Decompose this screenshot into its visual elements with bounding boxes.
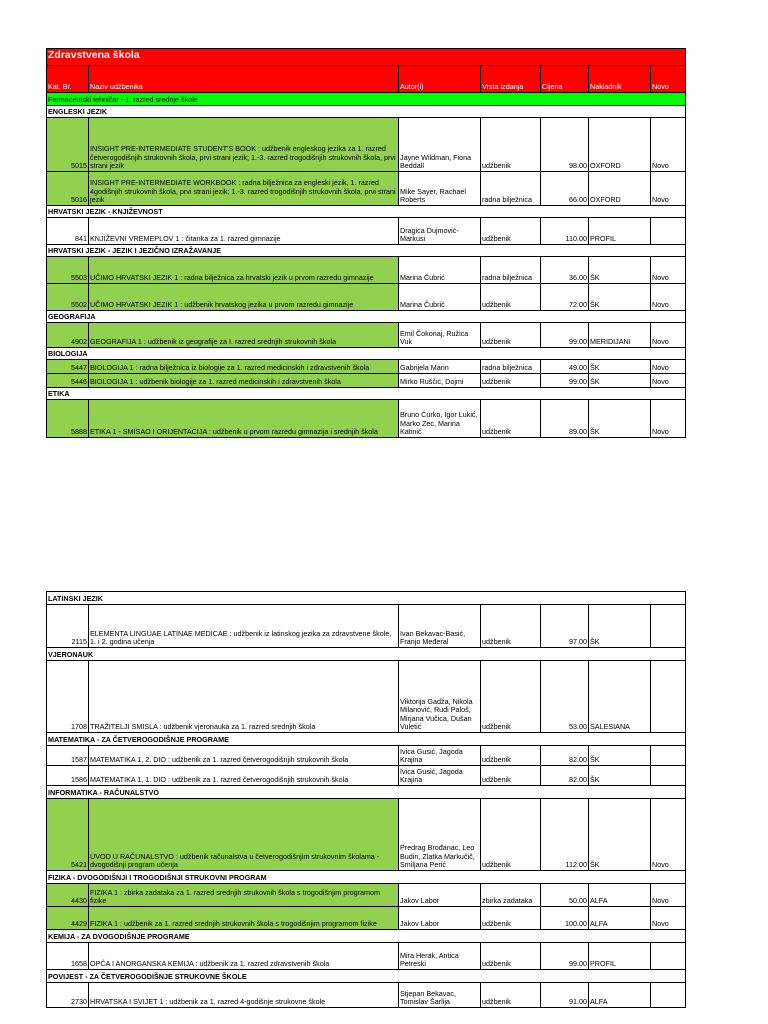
cell-vrsta: udžbenik	[481, 400, 541, 438]
cell-autor: Dragica Dujmović-Markusi	[399, 218, 481, 245]
cell-cijena: 50.00	[541, 884, 589, 907]
section-name: BIOLOGIJA	[47, 348, 686, 360]
school-title: Zdravstvena škola	[47, 49, 686, 66]
cell-naziv: UVOD U RAČUNALSTVO : udžbenik računalstva u četverogodišnjim strukovnim školama - dvogodišnji program učenja	[89, 799, 399, 871]
cell-cijena: 82.00	[541, 766, 589, 786]
section-name: VJERONAUK	[47, 648, 686, 661]
cell-kat: 5446	[47, 374, 89, 388]
book-row	[47, 983, 686, 1008]
cell-naziv: KNJIŽEVNI VREMEPLOV 1 : čitanka za 1. razred gimnazije	[89, 218, 399, 245]
cell-cijena: 110.00	[541, 218, 589, 245]
cell-naziv: BIOLOGIJA 1 : udžbenik biologije za 1. razred medicinskih i zdravstvenih škola	[89, 374, 399, 388]
textbook-table-top	[46, 48, 686, 438]
section-name: KEMIJA - ZA DVOGODIŠNJE PROGRAME	[47, 930, 686, 943]
cell-kat: 2730	[47, 983, 89, 1008]
cell-nakladnik: OXFORD	[589, 172, 651, 206]
section-name: ETIKA	[47, 388, 686, 400]
book-row	[47, 360, 686, 374]
section-name: GEOGRAFIJA	[47, 311, 686, 323]
cell-vrsta: udžbenik	[481, 284, 541, 311]
cell-kat: 5015	[47, 118, 89, 172]
cell-novo	[651, 983, 686, 1008]
cell-cijena: 36.00	[541, 257, 589, 284]
cell-kat: 1658	[47, 943, 89, 970]
cell-cijena: 99.00	[541, 323, 589, 348]
cell-novo	[651, 766, 686, 786]
cell-novo: Novo	[651, 400, 686, 438]
cell-autor: Viktorija Gadža, Nikola Milanović, Rudi Paloš, Mirjana Vučica, Dušan Vuletić	[399, 661, 481, 733]
cell-vrsta: udžbenik	[481, 907, 541, 930]
section-name: HRVATSKI JEZIK - JEZIK I JEZIČNO IZRAŽAVANJE	[47, 245, 686, 257]
cell-autor: Jayne Wildman, Fiona Beddall	[399, 118, 481, 172]
book-row	[47, 661, 686, 733]
section-header-row	[47, 930, 686, 943]
cell-autor: Gabrijela Marin	[399, 360, 481, 374]
section-header-row	[47, 733, 686, 746]
section-header-row	[47, 970, 686, 983]
cell-nakladnik: ŠK	[589, 374, 651, 388]
cell-novo	[651, 746, 686, 766]
header-nakladnik: Nakladnik	[589, 66, 651, 93]
cell-naziv: TRAŽITELJI SMISLA : udžbenik vjeronauka za 1. razred srednjih škola	[89, 661, 399, 733]
cell-naziv: GEOGRAFIJA 1 : udžbenik iz geografije za I. razred srednjih strukovnih škola	[89, 323, 399, 348]
book-row	[47, 257, 686, 284]
cell-naziv: ETIKA 1 - SMISAO I ORIJENTACIJA : udžbenik u prvom razredu gimnazija i srednjih škola	[89, 400, 399, 438]
cell-naziv: FIZIKA 1 : udžbenik za 1. razred srednjih strukovnih škola s trogodišnjim programom fizike	[89, 907, 399, 930]
cell-autor: Predrag Brođanac, Leo Budin, Zlatka Markučič, Smiljana Perić	[399, 799, 481, 871]
cell-naziv: UČIMO HRVATSKI JEZIK 1 : radna bilježnica za hrvatski jezik u prvom razredu gimnazije	[89, 257, 399, 284]
cell-novo	[651, 605, 686, 648]
cell-cijena: 100.00	[541, 907, 589, 930]
cell-kat: 1586	[47, 766, 89, 786]
header-cijena: Cijena	[541, 66, 589, 93]
cell-autor: Jakov Labor	[399, 884, 481, 907]
section-name: POVIJEST - ZA ČETVEROGODIŠNJE STRUKOVNE ŠKOLE	[47, 970, 686, 983]
cell-nakladnik: SALESIANA	[589, 661, 651, 733]
section-header-row	[47, 592, 686, 605]
cell-novo: Novo	[651, 360, 686, 374]
cell-vrsta: udžbenik	[481, 983, 541, 1008]
cell-cijena: 99.00	[541, 374, 589, 388]
cell-vrsta: udžbenik	[481, 605, 541, 648]
cell-vrsta: radna bilježnica	[481, 360, 541, 374]
header-autor: Autor(i)	[399, 66, 481, 93]
cell-cijena: 97.00	[541, 605, 589, 648]
cell-nakladnik: ŠK	[589, 360, 651, 374]
cell-autor: Marina Čubrić	[399, 284, 481, 311]
book-row	[47, 374, 686, 388]
cell-vrsta: radna bilježnica	[481, 172, 541, 206]
header-vrsta: Vrsta izdanja	[481, 66, 541, 93]
cell-vrsta: radna bilježnica	[481, 257, 541, 284]
cell-kat: 5447	[47, 360, 89, 374]
section-header-row	[47, 206, 686, 218]
book-row	[47, 172, 686, 206]
cell-vrsta: udžbenik	[481, 766, 541, 786]
book-row	[47, 605, 686, 648]
cell-nakladnik: PROFIL	[589, 218, 651, 245]
cell-novo: Novo	[651, 323, 686, 348]
cell-cijena: 112.00	[541, 799, 589, 871]
cell-vrsta: udžbenik	[481, 661, 541, 733]
cell-nakladnik: ALFA	[589, 983, 651, 1008]
cell-nakladnik: ŠK	[589, 257, 651, 284]
book-row	[47, 218, 686, 245]
cell-naziv: ELEMENTA LINGUAE LATINAE MEDICAE : udžbenik iz latinskog jezika za zdravstvene škole, 1. i 2. godina učenja	[89, 605, 399, 648]
section-name: ENGLESKI JEZIK	[47, 106, 686, 118]
cell-kat: 1708	[47, 661, 89, 733]
cell-autor: Mike Sayer, Rachael Roberts	[399, 172, 481, 206]
cell-kat: 4902	[47, 323, 89, 348]
cell-autor: Emil Čokonaj, Ružica Vuk	[399, 323, 481, 348]
cell-kat: 4430	[47, 884, 89, 907]
book-row	[47, 284, 686, 311]
cell-naziv: INSIGHT PRE-INTERMEDIATE STUDENT'S BOOK : udžbenik engleskog jezika za 1. razred četverogodišnjih strukovnih škola, prvi strani jezik; 1.-3. razred trogodišnjih strukovnih škola, prvi strani jezik	[89, 118, 399, 172]
cell-nakladnik: ŠK	[589, 605, 651, 648]
book-row	[47, 943, 686, 970]
cell-novo: Novo	[651, 884, 686, 907]
section-name: LATINSKI JEZIK	[47, 592, 686, 605]
cell-cijena: 91.00	[541, 983, 589, 1008]
cell-autor: Mira Herak, Antica Petreski	[399, 943, 481, 970]
section-header-row	[47, 871, 686, 884]
cell-autor: Jakov Labor	[399, 907, 481, 930]
cell-kat: 5502	[47, 284, 89, 311]
section-name: FIZIKA - DVOGODIŠNJI I TROGODIŠNJI STRUKOVNI PROGRAM	[47, 871, 686, 884]
book-row	[47, 884, 686, 907]
book-row	[47, 907, 686, 930]
cell-cijena: 89.00	[541, 400, 589, 438]
cell-naziv: HRVATSKA I SVIJET 1 : udžbenik za 1. razred 4-godišnje strukovne škole	[89, 983, 399, 1008]
cell-kat: 841	[47, 218, 89, 245]
cell-naziv: UČIMO HRVATSKI JEZIK 1 : udžbenik hrvatskog jezika u prvom razredu gimnazije	[89, 284, 399, 311]
cell-autor: Marina Čubrić	[399, 257, 481, 284]
program-row: Farmaceutski tehničar - 1. razred srednje škole	[47, 93, 686, 106]
cell-vrsta: udžbenik	[481, 746, 541, 766]
cell-cijena: 53.00	[541, 661, 589, 733]
section-name: MATEMATIKA - ZA ČETVEROGODIŠNJE PROGRAME	[47, 733, 686, 746]
cell-nakladnik: ŠK	[589, 766, 651, 786]
cell-vrsta: udžbenik	[481, 943, 541, 970]
book-row	[47, 118, 686, 172]
cell-nakladnik: PROFIL	[589, 943, 651, 970]
cell-novo: Novo	[651, 907, 686, 930]
section-header-row	[47, 311, 686, 323]
cell-novo: Novo	[651, 118, 686, 172]
cell-naziv: BIOLOGIJA 1 : radna bilježnica iz biologije za 1. razred medicinskih i zdravstvenih škola	[89, 360, 399, 374]
cell-naziv: FIZIKA 1 : zbirka zadataka za 1. razred srednjih strukovnih škola s trogodišnjim programom fizike	[89, 884, 399, 907]
cell-kat: 1587	[47, 746, 89, 766]
section-header-row	[47, 348, 686, 360]
cell-nakladnik: ŠK	[589, 746, 651, 766]
cell-autor: Mirko Ruščić, Dojmi	[399, 374, 481, 388]
cell-novo: Novo	[651, 799, 686, 871]
cell-naziv: INSIGHT PRE-INTERMEDIATE WORKBOOK : radna bilježnica za engleski jezik, 1. razred 4godišnjih strukovnih škola, prvi strani jezik; 1.-3. razred trogodišnjih strukovnih škola, prvi strani jezik	[89, 172, 399, 206]
cell-nakladnik: MERIDIJANI	[589, 323, 651, 348]
cell-vrsta: udžbenik	[481, 118, 541, 172]
book-row	[47, 799, 686, 871]
cell-vrsta: udžbenik	[481, 323, 541, 348]
cell-nakladnik: ALFA	[589, 907, 651, 930]
cell-autor: Ivan Bekavac-Basić, Franjo Međeral	[399, 605, 481, 648]
cell-nakladnik: OXFORD	[589, 118, 651, 172]
book-row	[47, 400, 686, 438]
cell-kat: 5421	[47, 799, 89, 871]
cell-vrsta: udžbenik	[481, 374, 541, 388]
cell-novo: Novo	[651, 284, 686, 311]
cell-novo: Novo	[651, 172, 686, 206]
cell-nakladnik: ŠK	[589, 284, 651, 311]
header-kat-br: Kat. Br.	[47, 66, 89, 93]
cell-kat: 4429	[47, 907, 89, 930]
cell-novo	[651, 661, 686, 733]
cell-cijena: 99.00	[541, 943, 589, 970]
cell-cijena: 72.00	[541, 284, 589, 311]
cell-vrsta: zbirka zadataka	[481, 884, 541, 907]
book-row	[47, 323, 686, 348]
cell-cijena: 49.00	[541, 360, 589, 374]
cell-autor: Ivica Gusić, Jagoda Krajina	[399, 746, 481, 766]
cell-kat: 5016	[47, 172, 89, 206]
header-novo: Novo	[651, 66, 686, 93]
cell-vrsta: udžbenik	[481, 799, 541, 871]
book-row	[47, 766, 686, 786]
cell-novo: Novo	[651, 257, 686, 284]
cell-nakladnik: ŠK	[589, 799, 651, 871]
book-row	[47, 746, 686, 766]
section-header-row	[47, 786, 686, 799]
cell-nakladnik: ŠK	[589, 400, 651, 438]
section-header-row	[47, 388, 686, 400]
header-naziv: Naziv udžbenika	[89, 66, 399, 93]
cell-cijena: 66.00	[541, 172, 589, 206]
section-header-row	[47, 245, 686, 257]
cell-cijena: 98.00	[541, 118, 589, 172]
cell-nakladnik: ALFA	[589, 884, 651, 907]
cell-kat: 5888	[47, 400, 89, 438]
cell-cijena: 82.00	[541, 746, 589, 766]
cell-naziv: OPĆA I ANORGANSKA KEMIJA : udžbenik za 1. razred zdravstvenih škola	[89, 943, 399, 970]
cell-autor: Ivica Gusić, Jagoda Krajina	[399, 766, 481, 786]
cell-novo	[651, 218, 686, 245]
section-header-row	[47, 648, 686, 661]
cell-kat: 5503	[47, 257, 89, 284]
cell-naziv: MATEMATIKA 1, 1. DIO : udžbenik za 1. razred četverogodišnjih strukovnih škola	[89, 766, 399, 786]
cell-vrsta: udžbenik	[481, 218, 541, 245]
cell-autor: Stjepan Bekavac, Tomislav Šarlija	[399, 983, 481, 1008]
cell-novo: Novo	[651, 374, 686, 388]
section-name: HRVATSKI JEZIK - KNJIŽEVNOST	[47, 206, 686, 218]
cell-kat: 2115	[47, 605, 89, 648]
cell-novo	[651, 943, 686, 970]
cell-autor: Bruno Ćurko, Igor Lukić, Marko Zec, Marina Katinić	[399, 400, 481, 438]
cell-naziv: MATEMATIKA 1, 2. DIO : udžbenik za 1. razred četverogodišnjih strukovnih škola	[89, 746, 399, 766]
section-name: INFORMATIKA - RAČUNALSTVO	[47, 786, 686, 799]
textbook-table-bottom	[46, 591, 686, 1008]
section-header-row	[47, 106, 686, 118]
